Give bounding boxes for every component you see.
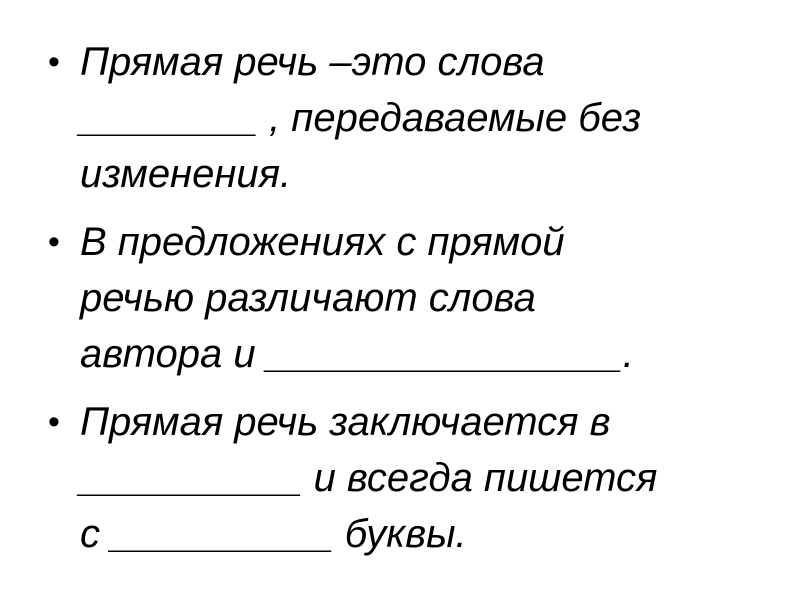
text-line: автора и ________________. [80,332,634,376]
text-line: изменения. [80,152,292,196]
bullet-marker: • [48,43,60,81]
bullet-marker: • [48,403,60,441]
text-line: Прямая речь –это слова [80,40,545,84]
bullet-marker: • [48,223,60,261]
text-line: речью различают слова [80,276,536,320]
text-line: ________ , передаваемые без [80,96,642,140]
bullet-item-author-words [48,214,748,382]
bullet-item-quotation-rule [48,394,748,562]
text-line: с __________ буквы. [80,512,467,556]
text-line: __________ и всегда пишется [80,456,658,500]
bullet-list [48,34,748,574]
text-line: Прямая речь заключается в [80,400,611,444]
text-line: В предложениях с прямой [80,220,565,264]
bullet-item-direct-speech-definition [48,34,748,202]
